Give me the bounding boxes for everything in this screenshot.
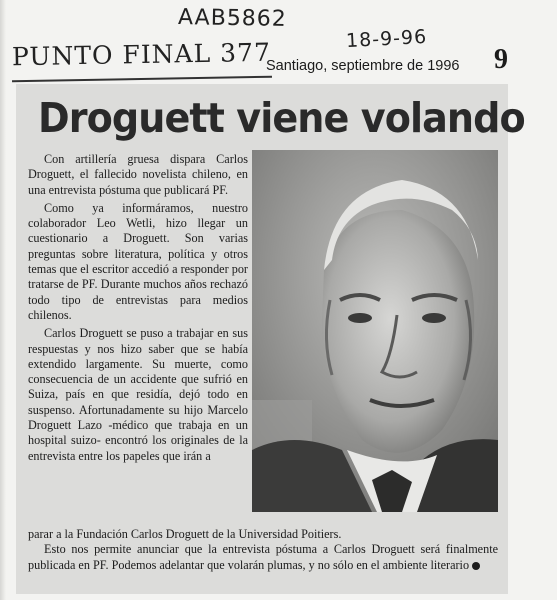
handwritten-date: 18-9-96 xyxy=(345,25,428,53)
handwritten-archive-code: AAB5862 xyxy=(177,5,288,32)
scan-edge xyxy=(0,0,6,600)
paragraph-4-text: Esto nos permite anunciar que la entrevista póstuma a Carlos Droguett será finalmente publicada en PF. Podemos adelantar que volarán plumas, y no sólo en el ambiente literario xyxy=(28,542,498,572)
article-body-wide xyxy=(28,527,498,573)
handwritten-underline xyxy=(12,76,272,83)
portrait-photo xyxy=(252,150,498,512)
page-number: 9 xyxy=(494,44,508,75)
end-mark-icon xyxy=(472,562,480,570)
paragraph-2: Como ya informáramos, nuestro colaborador Leo Wetli, hizo llegar un cuestionario a Droguett. Son varias preguntas sobre literatura, política y otros temas que el escritor accedió a responder por tratarse de PF. Durante muchos años rechazó todo tipo de entrevistas para medios chilenos. xyxy=(28,200,248,322)
paragraph-3: Carlos Droguett se puso a trabajar en sus respuestas y nos hizo saber que se había extendido largamente. Su muerte, como consecuencia de un accidente que sufrió en Suiza, país en que residía, dejó todo en suspenso. Afortunadamente su hijo Marcelo Droguett Lazo -médico que trabaja en un hospital suizo- encontró los originales de la entrevista entre los papeles que irán a xyxy=(28,326,248,463)
article-body-column xyxy=(28,152,248,467)
paragraph-1: Con artillería gruesa dispara Carlos Droguett, el fallecido novelista chileno, en una entrevista póstuma que publicará PF. xyxy=(28,152,248,197)
handwritten-publication: PUNTO FINAL 377 xyxy=(11,37,272,72)
portrait-illustration xyxy=(252,150,498,512)
dateline: Santiago, septiembre de 1996 xyxy=(266,58,460,74)
paragraph-3-continued: parar a la Fundación Carlos Droguett de la Universidad Poitiers. xyxy=(28,527,342,541)
paragraph-4 xyxy=(28,542,498,573)
headline: Droguett viene volando xyxy=(38,94,525,142)
